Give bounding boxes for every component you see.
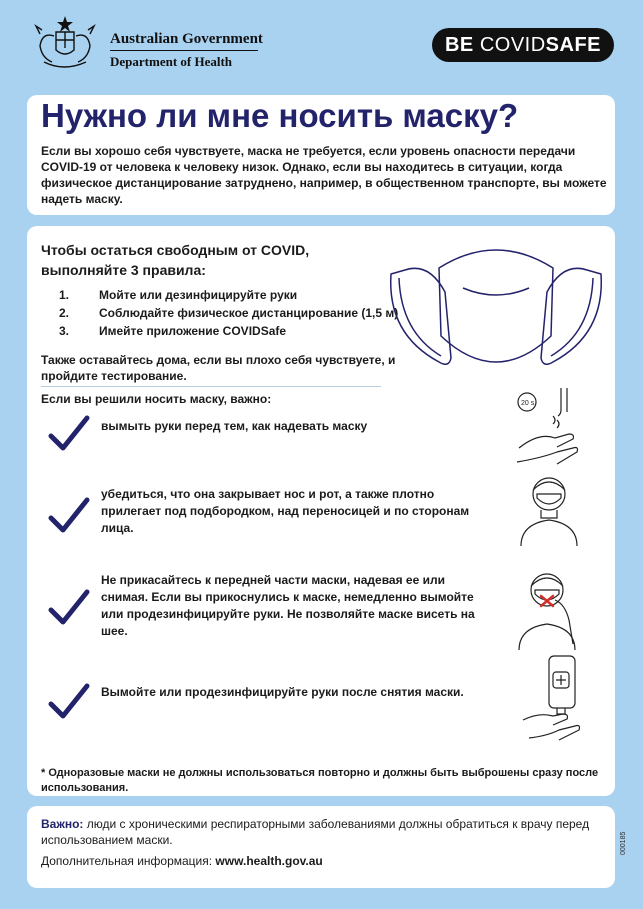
rules-title: [41, 240, 309, 280]
rule-item: [59, 304, 398, 322]
badge-safe: SAFE: [545, 34, 602, 56]
section-divider: [41, 386, 381, 387]
intro-text: Если вы хорошо себя чувствуете, маска не требуется, если уровень опасности передачи COVID-19 от человека к человеку низок. Однако, если вы находитесь в ситуации, когда физическое дистанцирование затруднено, например, в общественном транспорте, вы можете надеть маску.: [41, 144, 607, 206]
person-touch-mask-icon: [515, 566, 583, 650]
rule-text: Мойте или дезинфицируйте руки: [99, 288, 298, 302]
rule-number: 1.: [59, 288, 70, 302]
timer-label: 20 s: [521, 400, 535, 407]
step-row: [27, 474, 615, 554]
rule-number: 2.: [59, 306, 70, 320]
main-card: [27, 226, 615, 796]
important-label: Важно:: [41, 817, 84, 831]
mask-intro: Если вы решили носить маску, важно:: [41, 392, 272, 406]
gov-divider: [110, 50, 258, 51]
coat-of-arms-icon: [26, 14, 104, 74]
footnote: * Одноразовые маски не должны использоваться повторно и должны быть выброшены сразу после использования.: [41, 767, 599, 794]
face-mask-icon: [383, 236, 609, 376]
step-text: Вымойте или продезинфицируйте руки после снятия маски.: [101, 685, 464, 699]
rules-title-line-1: Чтобы остаться свободным от COVID,: [41, 242, 310, 258]
hand-washing-icon: [513, 386, 583, 470]
rule-number: 3.: [59, 324, 70, 338]
step-row: [27, 566, 615, 656]
rules-title-line-2: выполняйте 3 правила:: [41, 262, 206, 278]
check-icon: [47, 496, 91, 536]
check-icon: [47, 414, 91, 454]
important-note: [41, 816, 601, 848]
badge-be: BE: [444, 34, 474, 56]
step-row: [27, 400, 615, 468]
step-text: вымыть руки перед тем, как надевать маску: [101, 419, 368, 433]
sanitiser-dispenser-icon: [515, 654, 587, 744]
step-text: убедиться, что она закрывает нос и рот, а также плотно прилегает под подбородком, над переносицей и по сторонам лица.: [101, 487, 470, 535]
more-info: [41, 854, 323, 868]
info-card: [27, 806, 615, 888]
document-code: 000185: [620, 831, 627, 855]
website-link[interactable]: www.health.gov.au: [215, 854, 323, 868]
check-icon: [47, 588, 91, 628]
rule-item: [59, 322, 398, 340]
rules-list: [59, 286, 398, 340]
rule-text: Имейте приложение COVIDSafe: [99, 324, 287, 338]
gov-line-2: Department of Health: [110, 54, 233, 69]
intro-card: [27, 95, 615, 215]
step-row: [27, 672, 615, 742]
government-logo-text: [110, 30, 263, 70]
person-mask-icon: [517, 468, 581, 546]
covidsafe-badge: [432, 28, 614, 62]
check-icon: [47, 682, 91, 722]
page-title: Нужно ли мне носить маску?: [41, 97, 519, 134]
rule-text: Соблюдайте физическое дистанцирование (1,5 м): [99, 306, 399, 320]
more-info-label: Дополнительная информация:: [41, 854, 216, 868]
important-text: люди с хроническими респираторными заболеваниями должны обратиться к врачу перед использованием маски.: [41, 817, 590, 847]
step-text: Не прикасайтесь к передней части маски, надевая ее или снимая. Если вы прикоснулись к маске, немедленно вымойте или продезинфицируйте руки. Не позволяйте маске висеть на шее.: [101, 573, 475, 638]
also-text: Также оставайтесь дома, если вы плохо себя чувствуете, и пройдите тестирование.: [41, 353, 396, 383]
rule-item: [59, 286, 398, 304]
gov-line-1: Australian Government: [110, 31, 263, 47]
badge-covid: COVID: [473, 34, 546, 56]
